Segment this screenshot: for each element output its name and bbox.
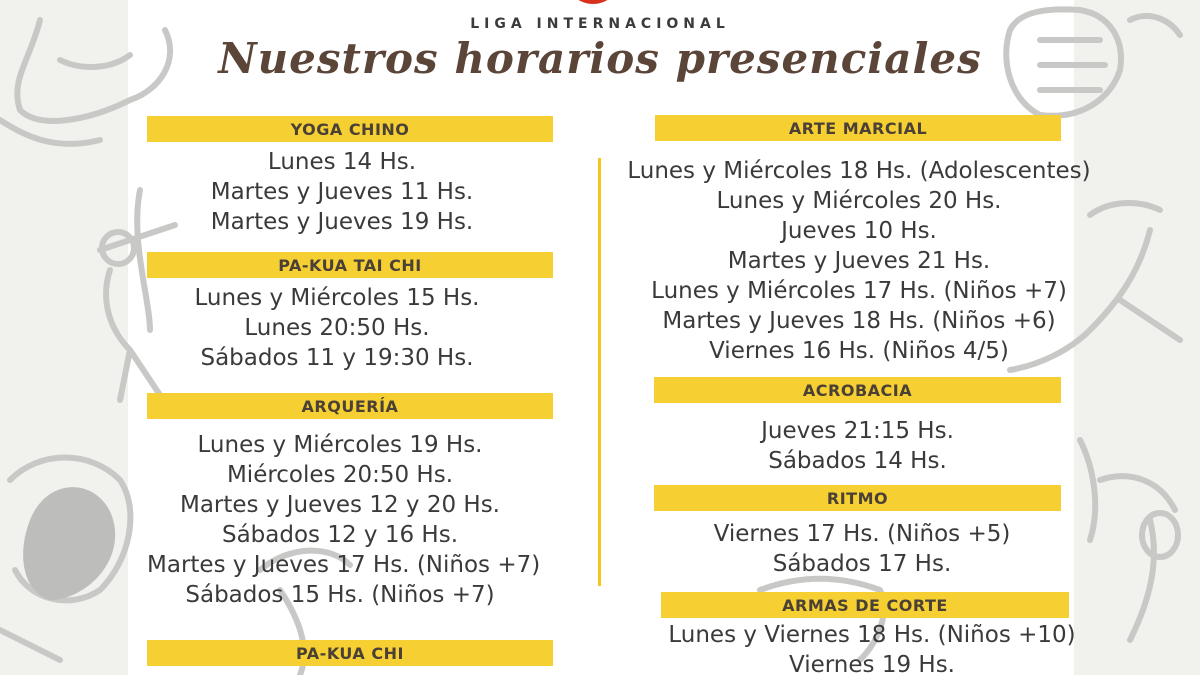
schedule-line: Lunes y Miércoles 15 Hs. [194, 285, 480, 311]
schedule-line: Sábados 12 y 16 Hs. [221, 522, 459, 548]
section-heading-arte-marcial: ARTE MARCIAL [655, 115, 1061, 141]
schedule-line: Lunes y Miércoles 17 Hs. (Niños +7) [651, 278, 1067, 304]
section-heading-arqueria: ARQUERÍA [147, 393, 553, 419]
section-heading-pakua-tai-chi: PA-KUA TAI CHI [147, 252, 553, 278]
schedule-line: Lunes y Miércoles 19 Hs. [197, 432, 483, 458]
schedule-line: Lunes 20:50 Hs. [244, 315, 430, 341]
schedule-line: Lunes y Miércoles 18 Hs. (Adolescentes) [627, 158, 1091, 184]
schedule-line: Martes y Jueves 12 y 20 Hs. [179, 492, 500, 518]
league-logo [562, 0, 624, 6]
schedule-line: Martes y Jueves 21 Hs. [727, 248, 991, 274]
schedule-line: Viernes 16 Hs. (Niños 4/5) [709, 338, 1009, 364]
schedule-line: Martes y Jueves 19 Hs. [210, 209, 474, 235]
schedule-list-pakua-tai-chi [147, 283, 527, 373]
schedule-line: Sábados 15 Hs. (Niños +7) [185, 582, 495, 608]
schedule-list-ritmo [654, 519, 1070, 579]
schedule-list-arqueria [147, 430, 541, 610]
schedule-line: Viernes 17 Hs. (Niños +5) [713, 521, 1011, 547]
schedule-line: Miércoles 20:50 Hs. [226, 462, 454, 488]
schedule-line: Sábados 14 Hs. [768, 448, 947, 474]
section-heading-acrobacia: ACROBACIA [654, 377, 1061, 403]
section-heading-ritmo: RITMO [654, 485, 1061, 511]
schedule-list-armas-de-corte [652, 620, 1092, 675]
page-title: Nuestros horarios presenciales [218, 34, 982, 83]
schedule-line: Martes y Jueves 11 Hs. [210, 179, 474, 205]
section-heading-armas-de-corte: ARMAS DE CORTE [661, 592, 1069, 618]
section-heading-yoga-chino: YOGA CHINO [147, 116, 553, 142]
schedule-line: Lunes y Miércoles 20 Hs. [716, 188, 1002, 214]
schedule-line: Viernes 19 Hs. [788, 652, 955, 675]
schedule-line: Lunes 14 Hs. [267, 149, 417, 175]
column-divider [598, 158, 601, 586]
schedule-list-acrobacia [654, 416, 1061, 476]
schedule-line: Lunes y Viernes 18 Hs. (Niños +10) [668, 622, 1076, 648]
schedule-line: Jueves 21:15 Hs. [761, 418, 954, 444]
schedule-line: Sábados 11 y 19:30 Hs. [200, 345, 474, 371]
schedule-list-yoga-chino [147, 147, 537, 237]
schedule-line: Martes y Jueves 17 Hs. (Niños +7) [147, 552, 541, 578]
schedule-list-arte-marcial [607, 156, 1111, 366]
schedule-line: Sábados 17 Hs. [772, 551, 952, 577]
section-heading-pakua-chi: PA-KUA CHI [147, 640, 553, 666]
schedule-line: Jueves 10 Hs. [781, 218, 937, 244]
schedule-line: Martes y Jueves 18 Hs. (Niños +6) [662, 308, 1056, 334]
league-name: LIGA INTERNACIONAL [470, 16, 730, 32]
